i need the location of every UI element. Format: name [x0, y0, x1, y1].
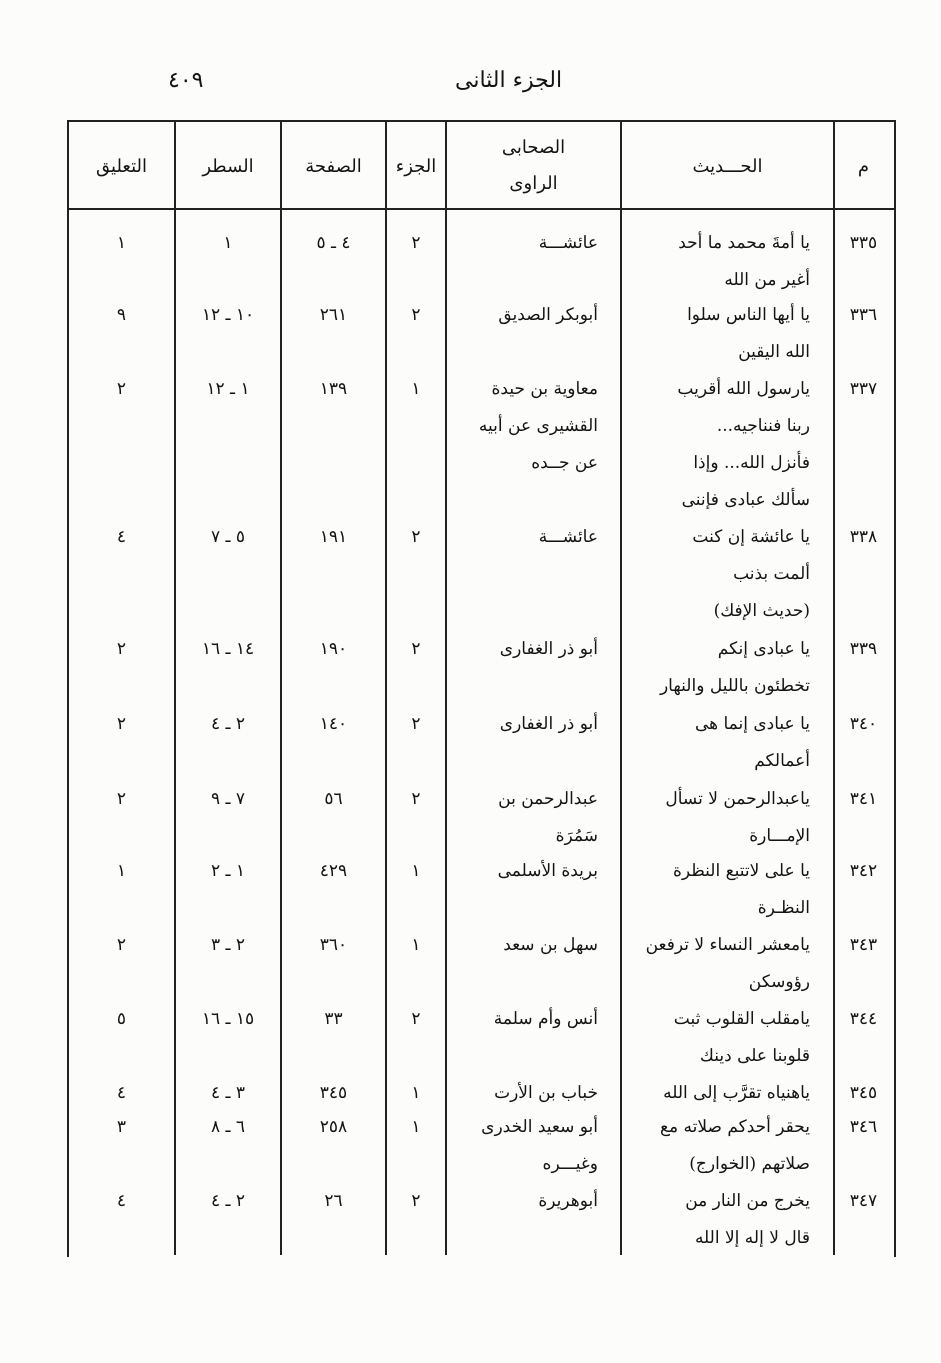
narrator-name: أنس وأم سلمة [493, 1009, 598, 1029]
note-value: ٢ [116, 789, 127, 809]
entry-number: ٣٤٠ [849, 714, 878, 734]
hadith-text: ربنا فنناجيه... [716, 416, 810, 436]
narrator-name: أبوبكر الصديق [498, 305, 598, 325]
narrator-name: وغيـــره [542, 1154, 598, 1174]
hadith-text: أعمالكم [754, 751, 810, 771]
hadith-text: يحقر أحدكم صلاته مع [659, 1117, 810, 1137]
line-value: ٢ ـ ٤ [210, 714, 246, 734]
part-value: ٢ [411, 233, 421, 253]
note-value: ٢ [116, 714, 127, 734]
header-narrator-line2: الراوى [509, 173, 558, 194]
page-value: ٤٢٩ [319, 861, 348, 881]
hadith-text: يا عائشة إن كنت [692, 527, 810, 547]
page-value: ١٤٠ [319, 714, 348, 734]
part-value: ٢ [411, 789, 421, 809]
page-number: ٤٠٩ [168, 68, 204, 93]
entry-number: ٣٣٦ [849, 305, 878, 325]
hadith-text: يا أمةَ محمد ما أحد [678, 233, 810, 253]
header-part: الجزء [395, 155, 437, 177]
running-title: الجزء الثانى [455, 68, 563, 93]
page-value: ٢٦١ [319, 305, 348, 325]
header-narrator-line1: الصحابى [501, 137, 566, 158]
narrator-name: معاوية بن حيدة [491, 379, 598, 399]
entry-number: ٣٤٥ [849, 1083, 878, 1103]
line-value: ٦ ـ ٨ [210, 1117, 246, 1137]
page-value: ٢٥٨ [319, 1117, 348, 1137]
header-note: التعليق [96, 155, 148, 177]
page-value: ١٩١ [319, 527, 348, 547]
part-value: ١ [411, 1117, 421, 1137]
narrator-name: بريدة الأسلمى [497, 861, 598, 881]
note-value: ١ [116, 233, 127, 253]
page-value: ٥٦ [324, 789, 343, 809]
hadith-text: ألمت بذنب [733, 564, 810, 584]
narrator-name: خباب بن الأرت [494, 1083, 598, 1103]
part-value: ١ [411, 379, 421, 399]
narrator-name: أبو ذر الغفارى [499, 714, 598, 734]
narrator-name: عن جــده [531, 453, 598, 473]
header-page: الصفحة [305, 155, 362, 177]
line-value: ١ ـ ٢ [210, 861, 246, 881]
hadith-text: فأنزل الله... وإذا [693, 453, 810, 473]
hadith-text: ياعبدالرحمن لا تسأل [665, 789, 810, 809]
header-hadith: الحـــديث [692, 155, 763, 177]
narrator-name: عبدالرحمن بن [498, 789, 598, 809]
part-value: ٢ [411, 527, 421, 547]
narrator-name: عائشـــة [538, 527, 598, 547]
part-value: ١ [411, 935, 421, 955]
page-value: ٣٤٥ [319, 1083, 348, 1103]
part-value: ٢ [411, 639, 421, 659]
entry-number: ٣٤٣ [849, 935, 878, 955]
hadith-text: رؤوسكن [748, 972, 810, 992]
part-value: ١ [411, 1083, 421, 1103]
part-value: ٢ [411, 1009, 421, 1029]
page-header [0, 62, 941, 102]
page-value: ١٣٩ [319, 379, 348, 399]
hadith-text: الإمـــارة [749, 826, 810, 846]
entry-number: ٣٣٨ [849, 527, 878, 547]
hadith-text: الله اليقين [738, 342, 810, 362]
header-line: السطر [202, 155, 254, 177]
line-value: ٢ ـ ٣ [210, 935, 246, 955]
part-value: ١ [411, 861, 421, 881]
hadith-text: يا أيها الناس سلوا [687, 305, 810, 325]
hadith-text: يا عبادى إنما هى [694, 714, 810, 734]
hadith-text: النظـرة [757, 898, 810, 918]
hadith-text: تخطئون بالليل والنهار [659, 676, 810, 696]
line-value: ١٠ ـ ١٢ [201, 305, 255, 325]
note-value: ٤ [116, 527, 127, 547]
note-value: ٣ [116, 1117, 127, 1137]
part-value: ٢ [411, 1191, 421, 1211]
page-value: ٣٣ [324, 1009, 343, 1029]
hadith-text: قال لا إله إلا الله [694, 1228, 810, 1248]
line-value: ١ [223, 233, 233, 253]
note-value: ٥ [116, 1009, 127, 1029]
hadith-text: يامقلب القلوب ثبت [673, 1009, 810, 1029]
narrator-name: سهل بن سعد [503, 935, 598, 955]
hadith-text: صلاتهم (الخوارج) [689, 1154, 810, 1174]
line-value: ١٥ ـ ١٦ [201, 1009, 255, 1029]
note-value: ٢ [116, 935, 127, 955]
entry-number: ٣٤٤ [849, 1009, 878, 1029]
header-divider [67, 208, 896, 210]
hadith-text: قلوبنا على دينك [699, 1046, 810, 1066]
hadith-text: (حديث الإفك) [713, 601, 810, 621]
narrator-name: أبو ذر الغفارى [499, 639, 598, 659]
hadith-text: يا على لاتتبع النظرة [672, 861, 810, 881]
note-value: ٤ [116, 1191, 127, 1211]
entry-number: ٣٤٢ [849, 861, 878, 881]
page-value: ٤ ـ ٥ [316, 233, 351, 253]
narrator-name: سَمُرَة [555, 826, 598, 846]
entry-number: ٣٤١ [849, 789, 878, 809]
page-value: ٢٦ [324, 1191, 343, 1211]
line-value: ٢ ـ ٤ [210, 1191, 246, 1211]
line-value: ٥ ـ ٧ [210, 527, 246, 547]
hadith-text: أغير من الله [724, 270, 810, 290]
hadith-text: يخرج من النار من [685, 1191, 810, 1211]
note-value: ٢ [116, 639, 127, 659]
narrator-name: أبوهريرة [538, 1191, 598, 1211]
note-value: ٢ [116, 379, 127, 399]
note-value: ١ [116, 861, 127, 881]
column-divider [445, 121, 447, 1255]
note-value: ٩ [116, 305, 127, 325]
column-divider [620, 121, 622, 1255]
part-value: ٢ [411, 714, 421, 734]
note-value: ٤ [116, 1083, 127, 1103]
hadith-text: يارسول الله أقريب [677, 379, 810, 399]
narrator-name: القشيرى عن أبيه [478, 416, 598, 436]
entry-number: ٣٣٧ [849, 379, 878, 399]
line-value: ١٤ ـ ١٦ [201, 639, 255, 659]
entry-number: ٣٤٦ [849, 1117, 878, 1137]
hadith-text: يامعشر النساء لا ترفعن [645, 935, 810, 955]
hadith-text: سألك عبادى فإننى [681, 490, 810, 510]
entry-number: ٣٣٩ [849, 639, 878, 659]
header-narrator [447, 126, 620, 206]
narrator-name: أبو سعيد الخدرى [481, 1117, 598, 1137]
entry-number: ٣٣٥ [849, 233, 878, 253]
page-value: ١٩٠ [319, 639, 348, 659]
page-value: ٣٦٠ [319, 935, 348, 955]
hadith-text: ياهنياه تقرَّب إلى الله [663, 1083, 810, 1103]
line-value: ٧ ـ ٩ [210, 789, 246, 809]
header-num: م [857, 155, 870, 177]
narrator-name: عائشـــة [538, 233, 598, 253]
hadith-text: يا عبادى إنكم [717, 639, 810, 659]
entry-number: ٣٤٧ [849, 1191, 878, 1211]
line-value: ٣ ـ ٤ [210, 1083, 246, 1103]
part-value: ٢ [411, 305, 421, 325]
line-value: ١ ـ ١٢ [206, 379, 250, 399]
